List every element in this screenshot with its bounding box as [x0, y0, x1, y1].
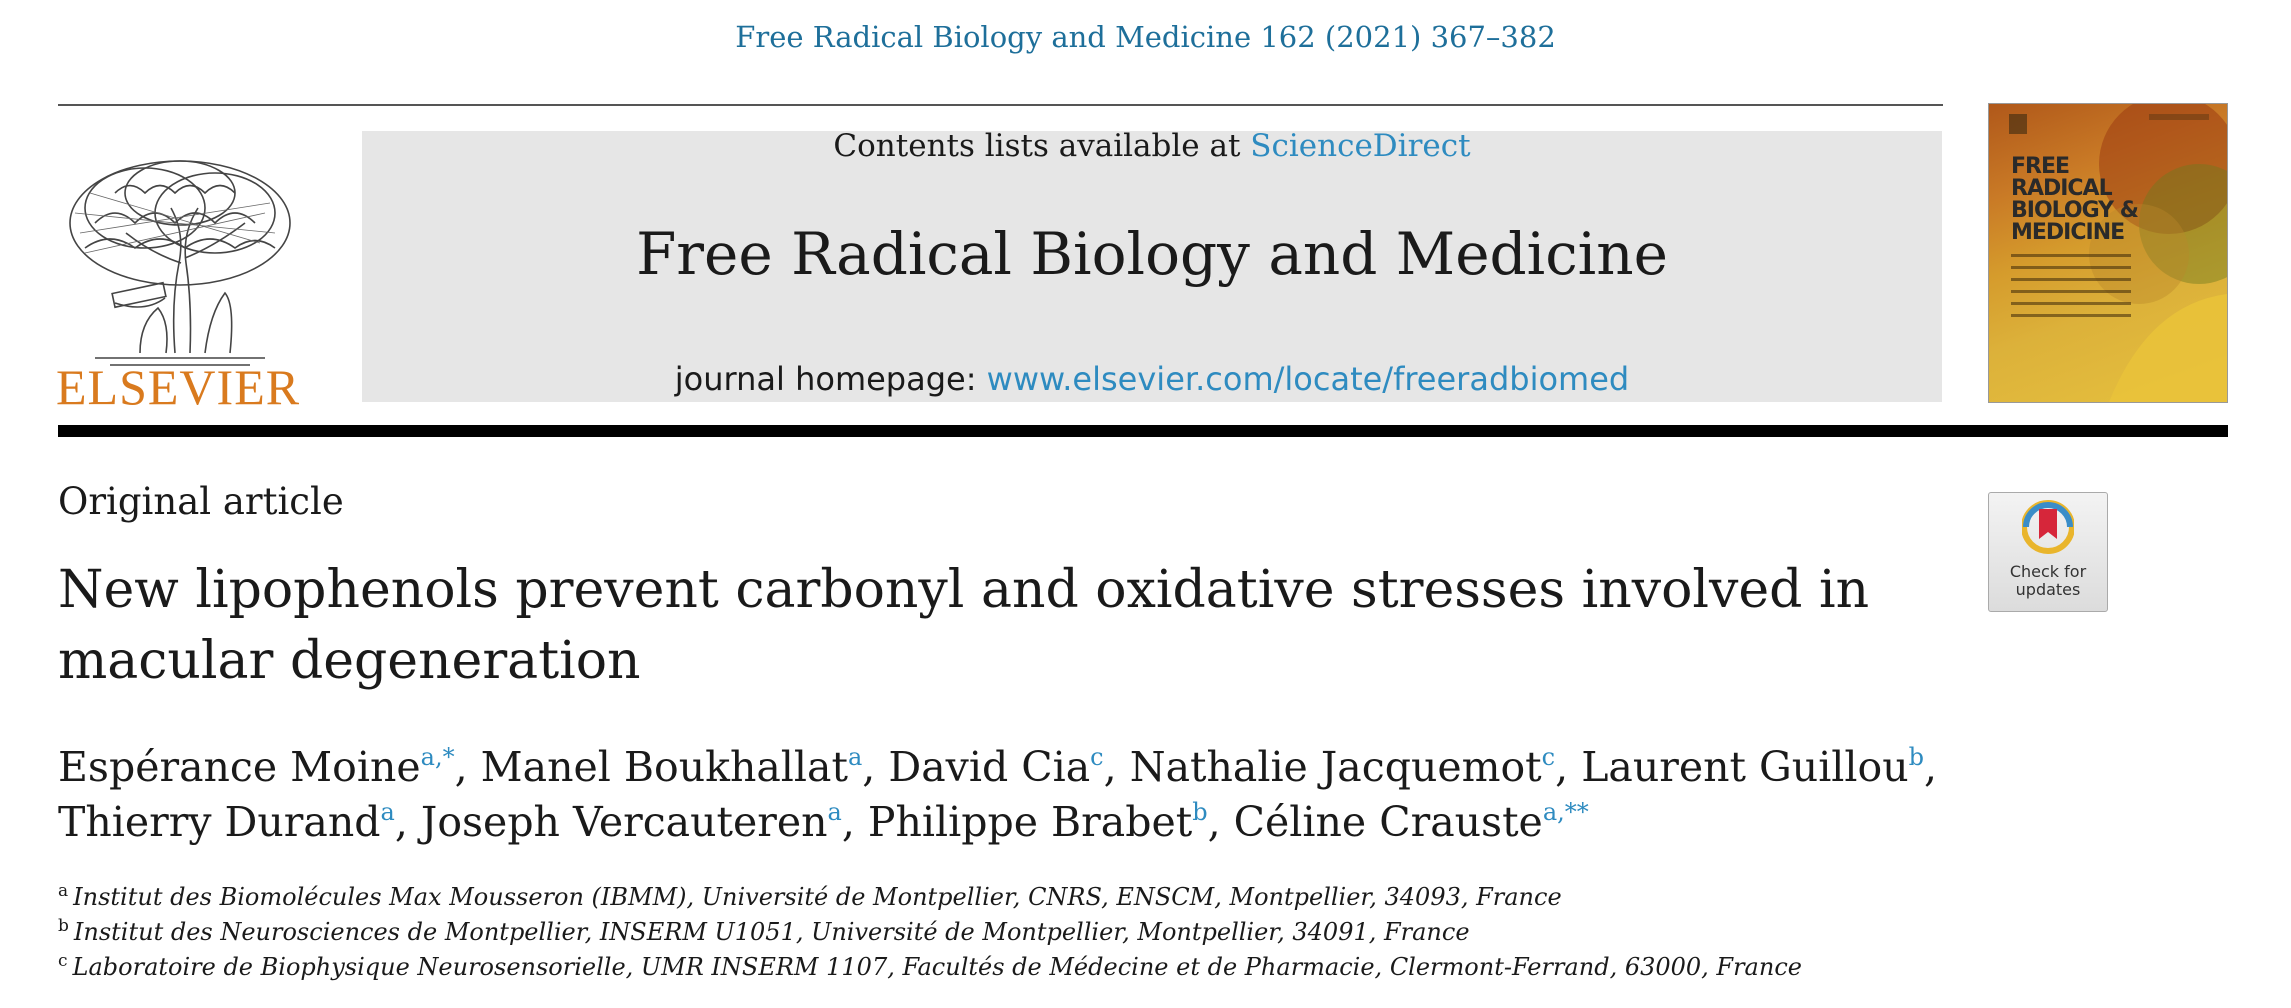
affiliation-label: b [58, 916, 69, 936]
author-affiliation-link[interactable]: a,** [1542, 798, 1589, 826]
check-updates-icon [2022, 499, 2074, 559]
author-affiliation-link[interactable]: a [847, 743, 863, 771]
author-name[interactable]: David Cia [888, 743, 1091, 791]
author-name[interactable]: Nathalie Jacquemot [1129, 743, 1542, 791]
author-affiliation-link[interactable]: a [827, 798, 842, 826]
cover-title-line: FREE [2011, 154, 2070, 179]
affiliation-item [58, 950, 1958, 985]
cover-title-line: BIOLOGY & [2011, 198, 2138, 223]
article-type: Original article [58, 480, 344, 523]
author-affiliation-link[interactable]: c [1090, 743, 1104, 771]
affiliation-label: a [58, 881, 69, 901]
cover-small-text [2011, 254, 2131, 326]
author-name[interactable]: Céline Crauste [1233, 798, 1543, 846]
author-affiliation-link[interactable]: b [1192, 798, 1208, 826]
cover-title [2011, 156, 2138, 244]
check-for-updates-button[interactable] [1988, 492, 2108, 612]
author-name[interactable]: Laurent Guillou [1581, 743, 1909, 791]
homepage-line [362, 360, 1942, 398]
affiliation-list [58, 880, 1958, 985]
article-title [58, 555, 1908, 697]
title-line: macular degeneration [58, 631, 641, 691]
affiliation-text: Institut des Neurosciences de Montpellier, INSERM U1051, Université de Montpellier, Montpellier, 34091, France [73, 918, 1470, 946]
author-affiliation-link[interactable]: a [380, 798, 395, 826]
journal-name: Free Radical Biology and Medicine [636, 220, 1668, 288]
author-affiliation-link[interactable]: a,* [420, 743, 455, 771]
check-updates-label: Check for updates [2009, 562, 2087, 599]
journal-cover-image[interactable] [1988, 103, 2228, 403]
author-line: Espérance Moine$^{a,*}$, Manel Boukhallat$^a$, David Cia$^c$, Nathalie Jacquemot$^c$, Laurent Guillou$^b$, [58, 743, 1938, 791]
author-name[interactable]: Thierry Durand [58, 798, 381, 846]
affiliation-item [58, 880, 1958, 915]
contents-line [362, 128, 1942, 164]
affiliation-label: c [58, 951, 68, 971]
homepage-link[interactable]: www.elsevier.com/locate/freeradbiomed [986, 360, 1630, 398]
journal-citation[interactable]: Free Radical Biology and Medicine 162 (2021) 367–382 [735, 20, 1556, 54]
author-name[interactable]: Philippe Brabet [867, 798, 1193, 846]
affiliation-text: Institut des Biomolécules Max Mousseron (IBMM), Université de Montpellier, CNRS, ENSCM, Montpellier, 34093, France [73, 883, 1562, 911]
author-name[interactable]: Espérance Moine [58, 743, 421, 791]
author-line: Thierry Durand$^a$, Joseph Vercauteren$^a$, Philippe Brabet$^b$, Céline Crauste$^{a,**}$ [58, 798, 1589, 846]
affiliation-item [58, 915, 1958, 950]
cover-title-line: RADICAL [2011, 176, 2112, 201]
elsevier-wordmark: ELSEVIER [56, 359, 301, 415]
affiliation-text: Laboratoire de Biophysique Neurosensorielle, UMR INSERM 1107, Facultés de Médecine et de Pharmacie, Clermont-Ferrand, 63000, France [72, 953, 1802, 981]
top-divider [58, 104, 1943, 106]
author-list [58, 740, 1958, 850]
cover-title-line: MEDICINE [2011, 220, 2125, 245]
homepage-prefix: journal homepage: [674, 360, 987, 398]
header-thick-divider [58, 425, 2228, 437]
author-name[interactable]: Joseph Vercauteren [420, 798, 828, 846]
cover-art [1989, 104, 2227, 402]
contents-prefix: Contents lists available at [833, 128, 1251, 164]
title-line: New lipophenols prevent carbonyl and oxidative stresses involved in [58, 560, 1870, 620]
author-name[interactable]: Manel Boukhallat [480, 743, 848, 791]
sciencedirect-link[interactable]: ScienceDirect [1250, 128, 1471, 164]
author-affiliation-link[interactable]: c [1541, 743, 1556, 771]
author-affiliation-link[interactable]: b [1908, 743, 1925, 771]
